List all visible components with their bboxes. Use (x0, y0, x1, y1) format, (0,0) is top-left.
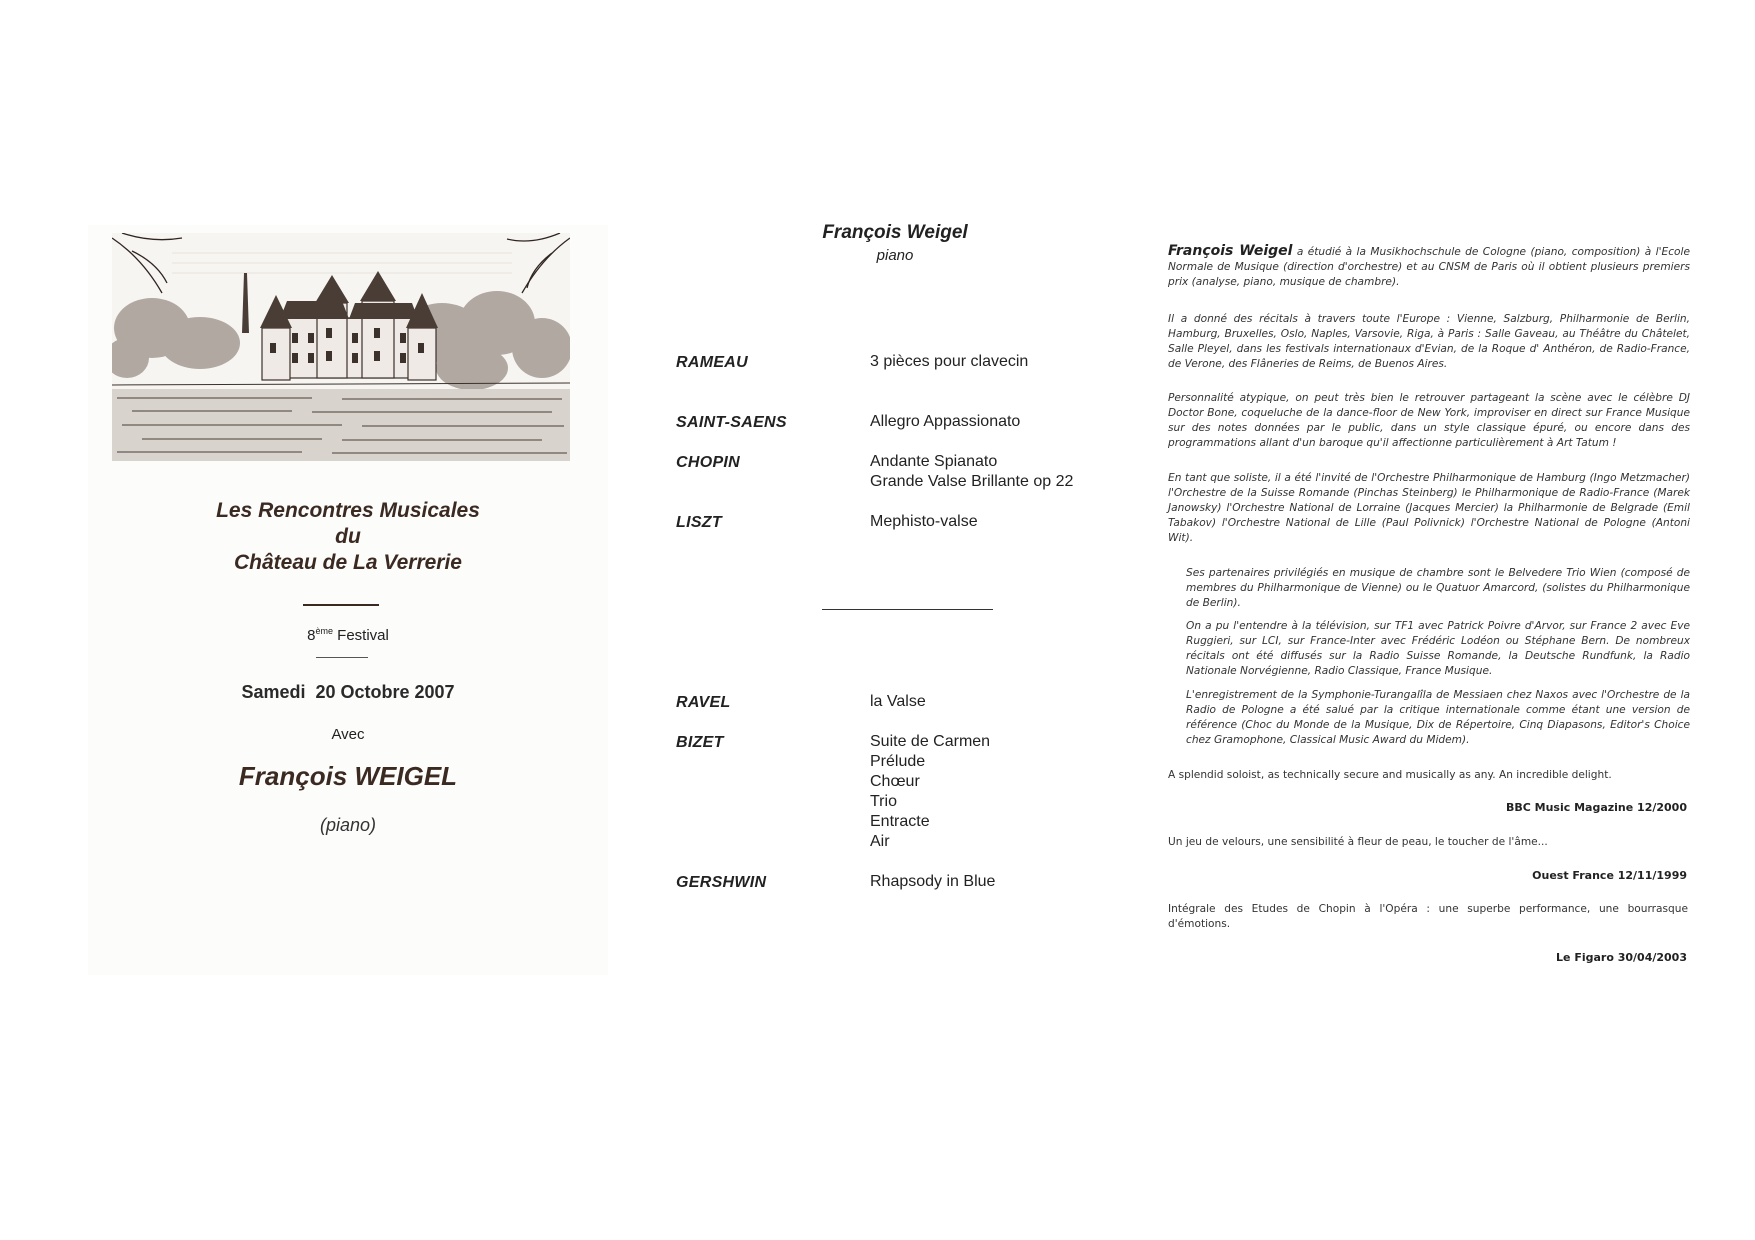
press-quote-1: A splendid soloist, as technically secure and musically as any. An incredible delight. (1168, 769, 1612, 781)
bio-paragraph-4: En tant que soliste, il a été l'invité de l'Orchestre Philharmonique de Hamburg (Ingo Metzmacher) l'Orchestre de la Suisse Romande (Pinchas Steinberg) le Philharmonique de Radio-France (Marek Janowsky) l'Orchestre National de Lorraine (Jacques Mercier) la Philharmonie de Belgrade (Emil Tabakov) l'Orchestre National de Lille (Paul Polivnick) l'Orchestre National de Pologne (Antoni Wit). (1168, 472, 1690, 544)
cover-panel (88, 225, 608, 975)
title-divider (303, 604, 379, 606)
work-item: Chœur (870, 773, 920, 790)
composer-rameau: RAMEAU (676, 354, 749, 371)
press-source-2: Ouest France 12/11/1999 (1532, 869, 1687, 882)
work-item: Suite de Carmen (870, 733, 991, 750)
edition-suffix: ème (315, 626, 333, 636)
edition-label (88, 627, 608, 644)
chateau-illustration (112, 233, 570, 461)
works-bizet (870, 732, 990, 852)
composer-ravel: RAVEL (676, 694, 731, 711)
press-source-3: Le Figaro 30/04/2003 (1556, 951, 1687, 964)
composer-gershwin: GERSHWIN (676, 874, 767, 891)
work-item: Grande Valse Brillante op 22 (870, 473, 1074, 490)
work-item: la Valse (870, 693, 926, 710)
bio-paragraph-3: Personnalité atypique, on peut très bien le retrouver partageant la scène avec le célèbre DJ Doctor Bone, coqueluche de la dance-floor de New York, improviser en direct sur France Musique sur des notes données par le public, dans un style classique épuré, ou encore dans des programmations allant d'un baroque qu'il affectionne particulièrement à Art Tatum ! (1168, 392, 1690, 449)
works-ravel (870, 692, 926, 712)
press-quote-3: Intégrale des Etudes de Chopin à l'Opéra : une superbe performance, une bourrasque d'émotions. (1168, 903, 1688, 930)
title-line-1: Les Rencontres Musicales (216, 499, 480, 522)
edition-word: Festival (337, 627, 389, 644)
work-item: Prélude (870, 753, 926, 770)
bio-artist-name: François Weigel (1168, 243, 1293, 259)
composer-saint-saens: SAINT-SAENS (676, 414, 787, 431)
avec-label: Avec (331, 726, 365, 743)
program-artist: François Weigel (822, 222, 968, 243)
intermission-divider (822, 609, 993, 610)
press-source-1: BBC Music Magazine 12/2000 (1505, 801, 1687, 814)
composer-bizet: BIZET (676, 734, 724, 751)
works-liszt (870, 512, 978, 532)
bio-paragraph-6: On a pu l'entendre à la télévision, sur TF1 avec Patrick Poivre d'Arvor, sur France 2 avec Eve Ruggieri, sur LCI, sur France-Inter avec Frédéric Lodéon ou Stéphane Bern. De nombreux récitals ont été diffusés sur la Radio Suisse Romande, la Deutsche Rundfunk, la Radio Nationale Norvégienne, Radio Classique, France Musique. (1186, 620, 1690, 677)
work-item: Andante Spianato (870, 453, 998, 470)
edition-number: 8 (307, 627, 316, 644)
works-chopin (870, 452, 1073, 492)
work-item: Entracte (870, 813, 930, 830)
title-line-3: Château de La Verrerie (234, 551, 462, 574)
work-item: Air (870, 833, 890, 850)
program-instrument: piano (876, 247, 914, 264)
bio-paragraph-1 (1168, 244, 1690, 290)
work-item: Allegro Appassionato (870, 413, 1021, 430)
bio-paragraph-5: Ses partenaires privilégiés en musique de chambre sont le Belvedere Trio Wien (composé de membres du Philharmonique de Vienne) ou le Quatuor Amarcord, (solistes du Philharmonique de Berlin). (1186, 567, 1690, 609)
bio-paragraph-7: L'enregistrement de la Symphonie-Turangalîla de Messiaen chez Naxos avec l'Orchestre de la Radio de Pologne a été salué par la critique internationale comme étant une version de référence (Choc du Monde de la Musique, Dix de Répertoire, Cinq Diapasons, Editor's Choice chez Gramophone, Classical Music Award du Midem). (1186, 689, 1690, 746)
works-rameau (870, 352, 1028, 372)
work-item: Trio (870, 793, 897, 810)
bio-p1-text: a étudié à la Musikhochschule de Cologne (piano, composition) à l'Ecole Normale de Musique (direction d'orchestre) et au CNSM de Paris où il obtient plusieurs premiers prix (analyse, piano, musique de chambre). (1168, 246, 1690, 288)
composer-liszt: LISZT (676, 514, 722, 531)
chateau-drawing (112, 233, 570, 461)
edition-divider (316, 657, 368, 658)
work-item: Mephisto-valse (870, 513, 978, 530)
works-gershwin (870, 872, 995, 892)
event-date: Samedi 20 Octobre 2007 (241, 682, 455, 702)
artist-instrument: (piano) (319, 815, 377, 835)
artist-name: François WEIGEL (238, 761, 458, 791)
work-item: Rhapsody in Blue (870, 873, 996, 890)
works-saint-saens (870, 412, 1020, 432)
press-quote-2: Un jeu de velours, une sensibilité à fleur de peau, le toucher de l'âme... (1168, 836, 1548, 848)
composer-chopin: CHOPIN (676, 454, 741, 471)
title-line-2: du (335, 525, 361, 548)
festival-title (88, 498, 608, 576)
bio-paragraph-2: Il a donné des récitals à travers toute l'Europe : Vienne, Salzburg, Philharmonie de Berlin, Hamburg, Bruxelles, Oslo, Naples, Varsovie, Riga, à Paris : Salle Gaveau, au Théâtre du Châtelet, Salle Pleyel, dans les festivals internationaux d'Evian, de la Roque d' Anthéron, de Radio-France, de Verone, des Flâneries de Reims, de Buenos Aires. (1168, 313, 1690, 370)
work-item: 3 pièces pour clavecin (870, 353, 1029, 370)
